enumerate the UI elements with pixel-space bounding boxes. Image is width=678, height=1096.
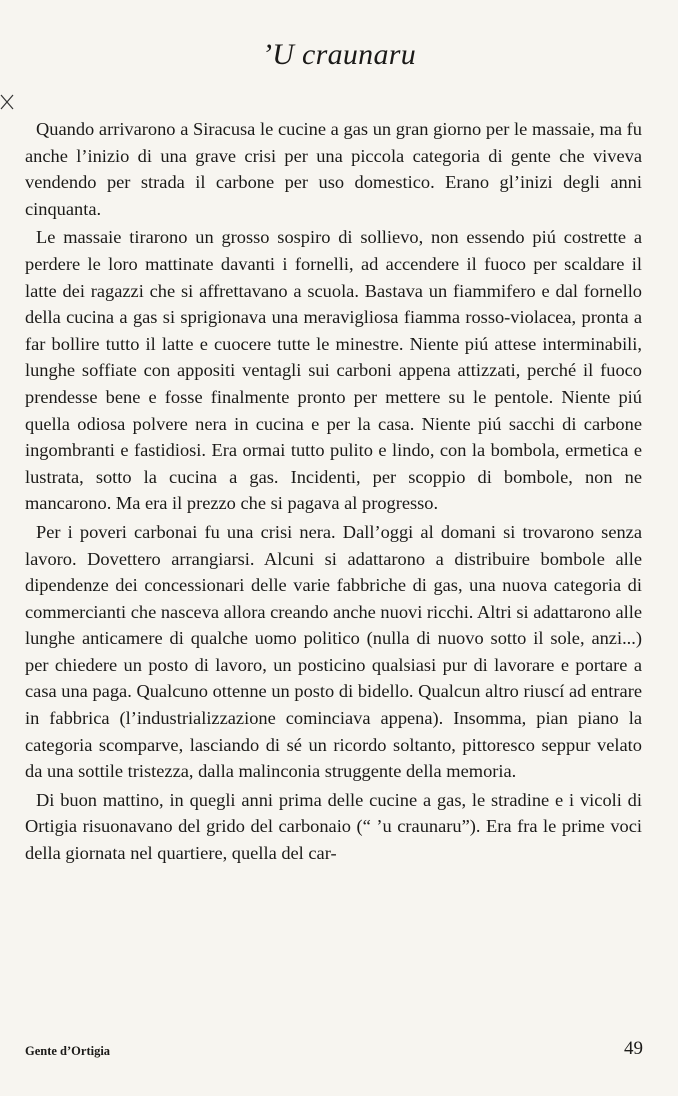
body-text (25, 116, 642, 869)
paragraph: Quando arrivarono a Siracusa le cucine a gas un gran giorno per le massaie, ma fu anche l’inizio di una grave crisi per una piccola categoria di gente che viveva vendendo per strada il carbone per uso domestico. Erano gl’inizi degli anni cinquanta. (25, 119, 642, 219)
paragraph: Le massaie tirarono un grosso sospiro di sollievo, non essendo piú costrette a perdere le loro mattinate davanti i fornelli, ad accendere il fuoco per scaldare il latte dei ragazzi che si affrettavano a scuola. Bastava un fiammifero e dal fornello della cucina a gas si sprigionava una meravigliosa fiamma rosso-violacea, pronta a far bollire tutto il latte e cuocere tutte le minestre. Niente piú attese interminabili, lunghe soffiate con appositi ventagli sui carboni appena attizzati, perché il fuoco prendesse bene e fosse finalmente pronto per mettere su le pentole. Niente piú quella odiosa polvere nera in cucina e per la casa. Niente piú sacchi di carbone ingombranti e fastidiosi. Era ormai tutto pulito e lindo, con la bombola, ermetica e lustrata, sotto la cucina a gas. Incidenti, per scoppio di bombole, non ne mancarono. Ma era il prezzo che si pagava al progresso. (25, 227, 642, 514)
paragraph: Di buon mattino, in quegli anni prima delle cucine a gas, le stradine e i vicoli di Ortigia risuonavano del grido del carbonaio (“ ’u craunaru”). Era fra le prime voci della giornata nel quartiere, quella del car- (25, 789, 642, 864)
cross-mark-icon (0, 92, 14, 112)
running-footer-title: Gente d’Ortigia (25, 1044, 111, 1058)
chapter-title: ’U craunaru (261, 38, 417, 71)
paragraph: Per i poveri carbonai fu una crisi nera. Dall’oggi al domani si trovarono senza lavoro. Dovettero arrangiarsi. Alcuni si adattarono a distribuire bombole alle dipendenze dei concessionari delle varie fabbriche di gas, una nuova categoria di commercianti che nasceva allora creando anche nuovi ricchi. Altri si adattarono alle lunghe anticamere di qualche uomo politico (nulla di nuovo sotto il sole, anzi...) per chiedere un posto di lavoro, un posticino qualsiasi pur di lavorare e portare a casa una paga. Qualcuno ottenne un posto di bidello. Qualcun altro riuscí ad entrare in fabbrica (l’industrializzazione cominciava appena). Insomma, pian piano la categoria scomparve, lasciando di sé un ricordo soltanto, pittoresco seppur velato da una sottile tristezza, dalla malinconia struggente della memoria. (25, 521, 642, 782)
page-number: 49 (624, 1038, 643, 1059)
